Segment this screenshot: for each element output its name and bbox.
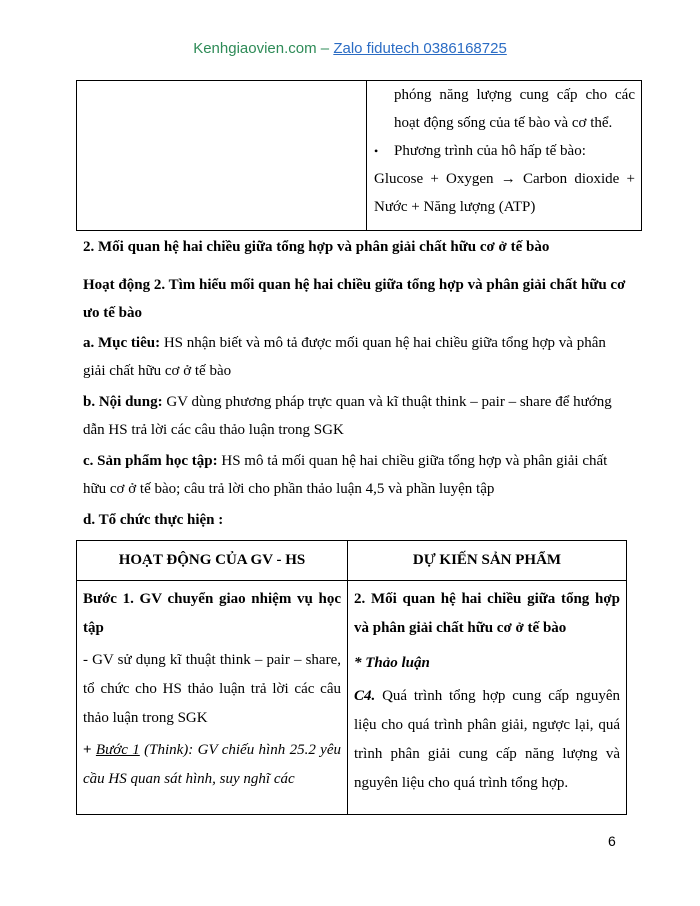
- bullet-item: [374, 137, 635, 165]
- activity-title: Hoạt động 2. Tìm hiểu mối quan hệ hai chiều giữa tổng hợp và phân giải chất hữu cơ ưo tế bào: [83, 277, 626, 321]
- continued-table: [76, 80, 642, 231]
- organize-heading: d. Tổ chức thực hiện :: [83, 512, 224, 528]
- respiration-text: phóng năng lượng cung cấp cho các hoạt động sống của tế bào và cơ thể.: [394, 87, 635, 131]
- goal-text: HS nhận biết và mô tả được mối quan hệ hai chiều giữa tổng hợp và phân giải chất hữu cơ ở tế bào: [83, 335, 606, 379]
- goal-label: a. Mục tiêu:: [83, 335, 161, 351]
- product-text: HS mô tả mối quan hệ hai chiều giữa tổng hợp và phân giải chất hữu cơ ở tế bào; câu trả lời cho phần thảo luận 4,5 và phần luyện tập: [83, 453, 608, 497]
- page-number: 6: [608, 833, 616, 849]
- step1-item2: [83, 736, 341, 794]
- activities-cell: [77, 581, 348, 815]
- goal-paragraph: [83, 329, 628, 385]
- activity-table: [76, 540, 627, 815]
- c4-text: Quá trình tổng hợp cung cấp nguyên liệu cho quá trình phân giải, ngược lại, quá trình phân giải cung cấp năng lượng và nguyên liệu cho quá trình tổng hợp.: [354, 688, 620, 791]
- plus-marker: +: [83, 742, 96, 758]
- products-cell: [348, 581, 627, 815]
- col-header-products: DỰ KIẾN SẢN PHẨM: [348, 541, 627, 581]
- header-separator: –: [320, 40, 330, 57]
- discussion-heading: * Thảo luận: [354, 655, 430, 671]
- step1-label: Bước 1: [95, 742, 140, 758]
- product-section-title: 2. Mối quan hệ hai chiều giữa tổng hợp và phân giải chất hữu cơ ở tế bào: [354, 591, 620, 636]
- bullet-icon: •: [374, 144, 379, 158]
- c4-label: C4.: [354, 688, 376, 704]
- header-site[interactable]: Kenhgiaovien.com: [193, 40, 317, 57]
- continued-table-right-cell: [367, 81, 642, 231]
- answer-c4: [354, 682, 620, 798]
- respiration-equation: Glucose + Oxygen → Carbon dioxide + Nước + Năng lượng (ATP): [374, 171, 635, 215]
- page-header: [0, 40, 700, 57]
- step1-title: Bước 1. GV chuyển giao nhiệm vụ học tập: [83, 591, 341, 636]
- step1-text: (Think): GV chiếu hình 25.2 yêu cầu HS quan sát hình, suy nghĩ các: [83, 742, 341, 787]
- section-title: 2. Mối quan hệ hai chiều giữa tổng hợp và phân giải chất hữu cơ ở tế bào: [83, 239, 550, 255]
- product-label: c. Sản phẩm học tập:: [83, 453, 218, 469]
- product-paragraph: [83, 447, 628, 503]
- col-header-activities: HOẠT ĐỘNG CỦA GV - HS: [77, 541, 348, 581]
- content-label: b. Nội dung:: [83, 394, 163, 410]
- equation-intro: Phương trình của hô hấp tế bào:: [394, 143, 586, 159]
- content-text: GV dùng phương pháp trực quan và kĩ thuật think – pair – share để hướng dẫn HS trả lời các câu thảo luận trong SGK: [83, 394, 612, 438]
- continued-table-left-cell: [77, 81, 367, 231]
- step1-item1: - GV sử dụng kĩ thuật think – pair – share, tổ chức cho HS thảo luận trả lời các câu thảo luận trong SGK: [83, 652, 341, 726]
- content-paragraph: [83, 388, 628, 444]
- header-contact-link[interactable]: Zalo fidutech 0386168725: [333, 40, 507, 57]
